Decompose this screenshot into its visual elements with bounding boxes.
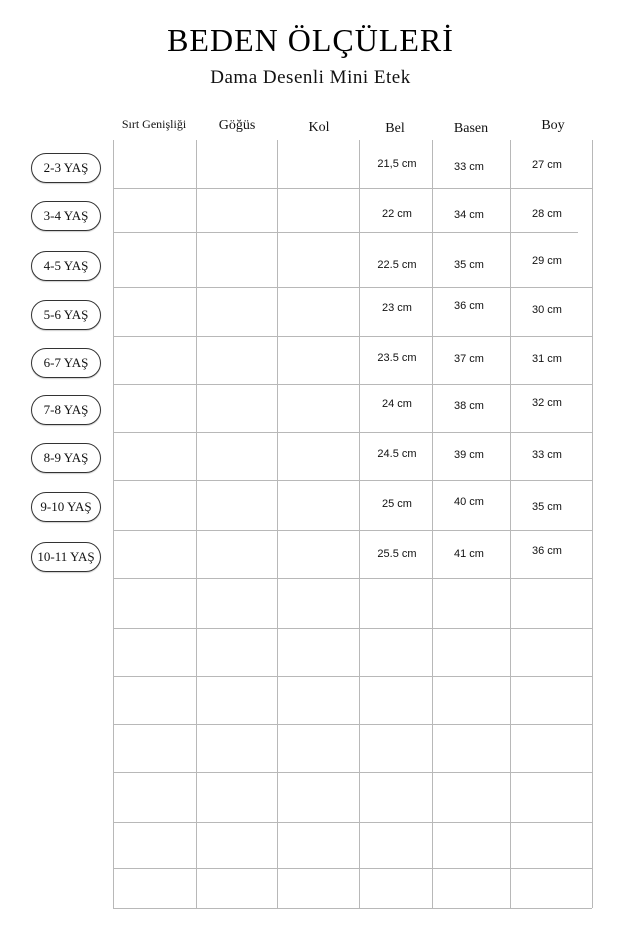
cell-basen: 41 cm bbox=[454, 548, 484, 560]
cell-boy: 29 cm bbox=[532, 255, 562, 267]
cell-basen: 33 cm bbox=[454, 161, 484, 173]
cell-boy: 33 cm bbox=[532, 449, 562, 461]
cell-boy: 31 cm bbox=[532, 353, 562, 365]
row-divider bbox=[113, 908, 592, 909]
cell-bel: 21,5 cm bbox=[377, 158, 417, 170]
col-header-bel: Bel bbox=[385, 121, 405, 136]
page-title: BEDEN ÖLÇÜLERİ bbox=[167, 22, 454, 58]
row-divider bbox=[113, 530, 592, 531]
age-label: 2-3 YAŞ bbox=[31, 153, 101, 183]
row-divider bbox=[113, 578, 592, 579]
cell-boy: 30 cm bbox=[532, 304, 562, 316]
page-subtitle: Dama Desenli Mini Etek bbox=[210, 67, 411, 88]
cell-basen: 35 cm bbox=[454, 259, 484, 271]
cell-basen: 34 cm bbox=[454, 209, 484, 221]
cell-boy: 36 cm bbox=[532, 545, 562, 557]
row-divider bbox=[113, 480, 592, 481]
age-label: 4-5 YAŞ bbox=[31, 251, 101, 281]
row-divider bbox=[113, 676, 592, 677]
row-divider bbox=[113, 232, 578, 233]
column-divider bbox=[196, 140, 197, 908]
column-divider bbox=[432, 140, 433, 908]
row-divider bbox=[113, 724, 592, 725]
cell-bel: 22.5 cm bbox=[377, 259, 417, 271]
age-label: 5-6 YAŞ bbox=[31, 300, 101, 330]
cell-bel: 25.5 cm bbox=[377, 548, 417, 560]
row-divider bbox=[113, 188, 592, 189]
col-header-gogus: Göğüs bbox=[218, 118, 256, 133]
col-header-basen: Basen bbox=[453, 121, 489, 136]
cell-basen: 39 cm bbox=[454, 449, 484, 461]
row-divider bbox=[113, 384, 592, 385]
column-divider bbox=[113, 140, 114, 908]
col-header-kol: Kol bbox=[308, 120, 330, 135]
column-divider bbox=[277, 140, 278, 908]
col-header-boy: Boy bbox=[541, 118, 565, 133]
cell-bel: 24.5 cm bbox=[377, 448, 417, 460]
row-divider bbox=[113, 336, 592, 337]
row-divider bbox=[113, 868, 592, 869]
row-divider bbox=[113, 432, 592, 433]
cell-basen: 36 cm bbox=[454, 300, 484, 312]
age-label: 6-7 YAŞ bbox=[31, 348, 101, 378]
cell-boy: 32 cm bbox=[532, 397, 562, 409]
cell-boy: 35 cm bbox=[532, 501, 562, 513]
row-divider bbox=[113, 822, 592, 823]
age-label: 10-11 YAŞ bbox=[31, 542, 101, 572]
age-label: 8-9 YAŞ bbox=[31, 443, 101, 473]
age-label: 9-10 YAŞ bbox=[31, 492, 101, 522]
age-label: 3-4 YAŞ bbox=[31, 201, 101, 231]
cell-basen: 40 cm bbox=[454, 496, 484, 508]
row-divider bbox=[113, 772, 592, 773]
column-divider bbox=[592, 140, 593, 908]
column-divider bbox=[359, 140, 360, 908]
cell-bel: 22 cm bbox=[382, 208, 412, 220]
cell-bel: 25 cm bbox=[382, 498, 412, 510]
col-header-sirt: Sırt Genişliği bbox=[121, 117, 187, 131]
cell-boy: 28 cm bbox=[532, 208, 562, 220]
row-divider bbox=[113, 287, 592, 288]
cell-basen: 38 cm bbox=[454, 400, 484, 412]
cell-bel: 23.5 cm bbox=[377, 352, 417, 364]
age-label: 7-8 YAŞ bbox=[31, 395, 101, 425]
column-divider bbox=[510, 140, 511, 908]
cell-bel: 23 cm bbox=[382, 302, 412, 314]
row-divider bbox=[113, 628, 592, 629]
cell-bel: 24 cm bbox=[382, 398, 412, 410]
cell-basen: 37 cm bbox=[454, 353, 484, 365]
cell-boy: 27 cm bbox=[532, 159, 562, 171]
